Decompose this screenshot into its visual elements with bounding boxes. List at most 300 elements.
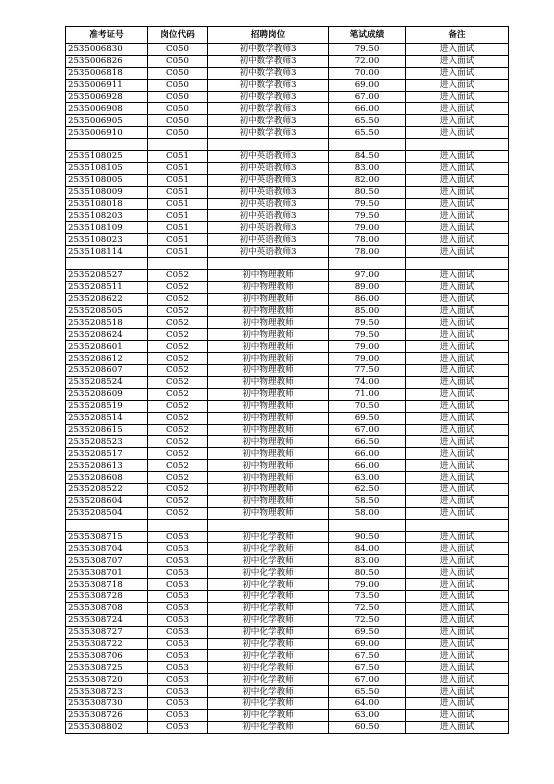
position-code-cell: C053 [148, 709, 208, 721]
exam-number-cell: 2535308727 [66, 626, 148, 638]
position-cell: 初中化学教师 [208, 579, 329, 591]
score-cell: 69.00 [329, 79, 406, 91]
position-code-cell: C051 [148, 174, 208, 186]
exam-number-cell: 2535006905 [66, 115, 148, 127]
exam-number-cell: 2535208517 [66, 448, 148, 460]
position-code-cell: C052 [148, 317, 208, 329]
note-cell: 进入面试 [406, 222, 509, 234]
position-code-cell: C053 [148, 674, 208, 686]
position-code-cell: C052 [148, 365, 208, 377]
table-row [66, 555, 509, 567]
exam-number-cell: 2535308701 [66, 567, 148, 579]
score-cell: 69.00 [329, 638, 406, 650]
empty-cell [66, 139, 148, 151]
note-cell: 进入面试 [406, 376, 509, 388]
table-row [66, 246, 509, 258]
table-row [66, 198, 509, 210]
empty-cell [208, 258, 329, 270]
position-cell: 初中数学教师3 [208, 44, 329, 56]
score-cell: 97.00 [329, 269, 406, 281]
empty-cell [66, 519, 148, 531]
header-note: 备注 [406, 27, 509, 44]
position-cell: 初中数学教师3 [208, 127, 329, 139]
position-cell: 初中物理教师 [208, 400, 329, 412]
table-row [66, 388, 509, 400]
position-code-cell: C053 [148, 602, 208, 614]
position-cell: 初中化学教师 [208, 650, 329, 662]
exam-number-cell: 2535108023 [66, 234, 148, 246]
position-code-cell: C053 [148, 531, 208, 543]
note-cell: 进入面试 [406, 67, 509, 79]
note-cell: 进入面试 [406, 317, 509, 329]
exam-number-cell: 2535308720 [66, 674, 148, 686]
exam-number-cell: 2535108005 [66, 174, 148, 186]
note-cell: 进入面试 [406, 198, 509, 210]
exam-number-cell: 2535308708 [66, 602, 148, 614]
position-cell: 初中化学教师 [208, 626, 329, 638]
position-code-cell: C053 [148, 650, 208, 662]
position-code-cell: C053 [148, 543, 208, 555]
table-row [66, 602, 509, 614]
exam-number-cell: 2535308704 [66, 543, 148, 555]
position-cell: 初中英语教师3 [208, 246, 329, 258]
position-code-cell: C052 [148, 495, 208, 507]
position-code-cell: C051 [148, 151, 208, 163]
exam-number-cell: 2535308706 [66, 650, 148, 662]
exam-number-cell: 2535208523 [66, 436, 148, 448]
table-row [66, 376, 509, 388]
exam-number-cell: 2535308728 [66, 590, 148, 602]
exam-number-cell: 2535208609 [66, 388, 148, 400]
position-cell: 初中英语教师3 [208, 198, 329, 210]
note-cell: 进入面试 [406, 186, 509, 198]
position-cell: 初中化学教师 [208, 531, 329, 543]
table-row [66, 495, 509, 507]
position-code-cell: C053 [148, 614, 208, 626]
note-cell: 进入面试 [406, 507, 509, 519]
table-row [66, 638, 509, 650]
results-table [65, 26, 509, 734]
exam-number-cell: 2535208511 [66, 281, 148, 293]
exam-number-cell: 2535006818 [66, 67, 148, 79]
position-code-cell: C053 [148, 567, 208, 579]
empty-cell [66, 258, 148, 270]
score-cell: 72.50 [329, 614, 406, 626]
note-cell: 进入面试 [406, 614, 509, 626]
score-cell: 67.00 [329, 674, 406, 686]
position-code-cell: C051 [148, 246, 208, 258]
exam-number-cell: 2535006910 [66, 127, 148, 139]
position-cell: 初中物理教师 [208, 365, 329, 377]
empty-cell [329, 139, 406, 151]
table-row [66, 269, 509, 281]
position-cell: 初中英语教师3 [208, 174, 329, 186]
exam-number-cell: 2535006911 [66, 79, 148, 91]
exam-number-cell: 2535108018 [66, 198, 148, 210]
table-row [66, 234, 509, 246]
position-code-cell: C050 [148, 44, 208, 56]
table-row [66, 293, 509, 305]
table-row [66, 67, 509, 79]
table-row [66, 650, 509, 662]
note-cell: 进入面试 [406, 531, 509, 543]
exam-number-cell: 2535208527 [66, 269, 148, 281]
note-cell: 进入面试 [406, 697, 509, 709]
exam-number-cell: 2535208505 [66, 305, 148, 317]
empty-cell [208, 139, 329, 151]
spacer-row [66, 139, 509, 151]
table-row [66, 436, 509, 448]
position-code-cell: C052 [148, 400, 208, 412]
note-cell: 进入面试 [406, 472, 509, 484]
note-cell: 进入面试 [406, 305, 509, 317]
position-cell: 初中物理教师 [208, 460, 329, 472]
table-row [66, 709, 509, 721]
note-cell: 进入面试 [406, 602, 509, 614]
table-row [66, 162, 509, 174]
score-cell: 65.50 [329, 686, 406, 698]
position-cell: 初中物理教师 [208, 483, 329, 495]
note-cell: 进入面试 [406, 234, 509, 246]
position-code-cell: C051 [148, 162, 208, 174]
exam-number-cell: 2535006830 [66, 44, 148, 56]
table-row [66, 400, 509, 412]
table-row [66, 329, 509, 341]
score-cell: 84.50 [329, 151, 406, 163]
note-cell: 进入面试 [406, 483, 509, 495]
score-cell: 78.00 [329, 246, 406, 258]
position-code-cell: C051 [148, 234, 208, 246]
position-code-cell: C050 [148, 79, 208, 91]
table-row [66, 44, 509, 56]
position-cell: 初中化学教师 [208, 543, 329, 555]
empty-cell [148, 519, 208, 531]
table-row [66, 115, 509, 127]
note-cell: 进入面试 [406, 103, 509, 115]
position-cell: 初中物理教师 [208, 495, 329, 507]
note-cell: 进入面试 [406, 91, 509, 103]
table-row [66, 281, 509, 293]
position-code-cell: C053 [148, 555, 208, 567]
table-row [66, 353, 509, 365]
table-row [66, 174, 509, 186]
exam-number-cell: 2535208601 [66, 341, 148, 353]
score-cell: 89.00 [329, 281, 406, 293]
exam-number-cell: 2535308718 [66, 579, 148, 591]
position-cell: 初中化学教师 [208, 555, 329, 567]
score-cell: 74.00 [329, 376, 406, 388]
position-code-cell: C051 [148, 210, 208, 222]
position-cell: 初中物理教师 [208, 341, 329, 353]
score-cell: 83.00 [329, 555, 406, 567]
position-cell: 初中数学教师3 [208, 115, 329, 127]
table-row [66, 317, 509, 329]
position-code-cell: C052 [148, 483, 208, 495]
exam-number-cell: 2535308723 [66, 686, 148, 698]
table-row [66, 127, 509, 139]
position-cell: 初中化学教师 [208, 567, 329, 579]
position-code-cell: C051 [148, 198, 208, 210]
exam-number-cell: 2535208522 [66, 483, 148, 495]
position-code-cell: C053 [148, 579, 208, 591]
exam-number-cell: 2535006908 [66, 103, 148, 115]
position-cell: 初中数学教师3 [208, 103, 329, 115]
note-cell: 进入面试 [406, 115, 509, 127]
score-cell: 73.50 [329, 590, 406, 602]
exam-number-cell: 2535208604 [66, 495, 148, 507]
position-code-cell: C052 [148, 436, 208, 448]
position-cell: 初中物理教师 [208, 507, 329, 519]
note-cell: 进入面试 [406, 579, 509, 591]
position-cell: 初中数学教师3 [208, 91, 329, 103]
note-cell: 进入面试 [406, 341, 509, 353]
position-cell: 初中数学教师3 [208, 67, 329, 79]
position-cell: 初中物理教师 [208, 412, 329, 424]
score-cell: 78.00 [329, 234, 406, 246]
header-exam-number: 准考证号 [66, 27, 148, 44]
table-row [66, 531, 509, 543]
score-cell: 79.50 [329, 210, 406, 222]
position-cell: 初中物理教师 [208, 376, 329, 388]
score-cell: 66.00 [329, 460, 406, 472]
exam-number-cell: 2535108114 [66, 246, 148, 258]
table-row [66, 543, 509, 555]
score-cell: 65.50 [329, 115, 406, 127]
note-cell: 进入面试 [406, 721, 509, 733]
position-cell: 初中物理教师 [208, 353, 329, 365]
score-cell: 69.50 [329, 412, 406, 424]
note-cell: 进入面试 [406, 638, 509, 650]
exam-number-cell: 2535208615 [66, 424, 148, 436]
table-row [66, 674, 509, 686]
score-cell: 90.50 [329, 531, 406, 543]
position-cell: 初中物理教师 [208, 293, 329, 305]
score-cell: 63.00 [329, 472, 406, 484]
header-score: 笔试成绩 [329, 27, 406, 44]
note-cell: 进入面试 [406, 353, 509, 365]
note-cell: 进入面试 [406, 55, 509, 67]
position-code-cell: C050 [148, 115, 208, 127]
empty-cell [406, 139, 509, 151]
position-code-cell: C052 [148, 305, 208, 317]
score-cell: 67.50 [329, 662, 406, 674]
table-row [66, 686, 509, 698]
position-code-cell: C052 [148, 472, 208, 484]
score-cell: 67.00 [329, 424, 406, 436]
position-code-cell: C052 [148, 281, 208, 293]
score-cell: 63.00 [329, 709, 406, 721]
score-cell: 72.00 [329, 55, 406, 67]
exam-number-cell: 2535308802 [66, 721, 148, 733]
spacer-row [66, 519, 509, 531]
position-cell: 初中英语教师3 [208, 186, 329, 198]
table-row [66, 79, 509, 91]
position-code-cell: C052 [148, 341, 208, 353]
table-row [66, 567, 509, 579]
empty-cell [329, 258, 406, 270]
position-cell: 初中英语教师3 [208, 210, 329, 222]
header-position-code: 岗位代码 [148, 27, 208, 44]
note-cell: 进入面试 [406, 365, 509, 377]
exam-number-cell: 2535108025 [66, 151, 148, 163]
note-cell: 进入面试 [406, 436, 509, 448]
position-code-cell: C050 [148, 91, 208, 103]
position-cell: 初中化学教师 [208, 614, 329, 626]
position-code-cell: C050 [148, 103, 208, 115]
position-cell: 初中化学教师 [208, 638, 329, 650]
score-cell: 60.50 [329, 721, 406, 733]
note-cell: 进入面试 [406, 650, 509, 662]
exam-number-cell: 2535208607 [66, 365, 148, 377]
position-cell: 初中化学教师 [208, 709, 329, 721]
table-row [66, 626, 509, 638]
position-code-cell: C053 [148, 697, 208, 709]
position-code-cell: C053 [148, 662, 208, 674]
empty-cell [406, 258, 509, 270]
position-cell: 初中物理教师 [208, 305, 329, 317]
table-row [66, 579, 509, 591]
position-cell: 初中物理教师 [208, 317, 329, 329]
table-row [66, 483, 509, 495]
position-cell: 初中数学教师3 [208, 55, 329, 67]
score-cell: 66.00 [329, 103, 406, 115]
position-cell: 初中化学教师 [208, 721, 329, 733]
score-cell: 79.50 [329, 317, 406, 329]
score-cell: 84.00 [329, 543, 406, 555]
score-cell: 70.50 [329, 400, 406, 412]
exam-number-cell: 2535006826 [66, 55, 148, 67]
note-cell: 进入面试 [406, 709, 509, 721]
spacer-row [66, 258, 509, 270]
note-cell: 进入面试 [406, 281, 509, 293]
score-cell: 72.50 [329, 602, 406, 614]
position-code-cell: C052 [148, 448, 208, 460]
exam-number-cell: 2535108105 [66, 162, 148, 174]
position-cell: 初中化学教师 [208, 697, 329, 709]
note-cell: 进入面试 [406, 44, 509, 56]
exam-number-cell: 2535308726 [66, 709, 148, 721]
exam-number-cell: 2535308725 [66, 662, 148, 674]
note-cell: 进入面试 [406, 567, 509, 579]
table-row [66, 210, 509, 222]
empty-cell [329, 519, 406, 531]
position-cell: 初中化学教师 [208, 662, 329, 674]
table-row [66, 424, 509, 436]
score-cell: 58.00 [329, 507, 406, 519]
table-row [66, 697, 509, 709]
table-row [66, 614, 509, 626]
score-cell: 66.00 [329, 448, 406, 460]
table-row [66, 341, 509, 353]
position-cell: 初中英语教师3 [208, 151, 329, 163]
note-cell: 进入面试 [406, 590, 509, 602]
note-cell: 进入面试 [406, 460, 509, 472]
header-row [66, 27, 509, 44]
exam-number-cell: 2535208613 [66, 460, 148, 472]
position-code-cell: C053 [148, 638, 208, 650]
score-cell: 80.50 [329, 567, 406, 579]
exam-number-cell: 2535108009 [66, 186, 148, 198]
score-cell: 79.50 [329, 44, 406, 56]
table-row [66, 222, 509, 234]
empty-cell [406, 519, 509, 531]
position-cell: 初中物理教师 [208, 388, 329, 400]
score-cell: 58.50 [329, 495, 406, 507]
score-cell: 79.00 [329, 341, 406, 353]
exam-number-cell: 2535208514 [66, 412, 148, 424]
note-cell: 进入面试 [406, 388, 509, 400]
position-cell: 初中物理教师 [208, 281, 329, 293]
position-code-cell: C053 [148, 686, 208, 698]
score-cell: 62.50 [329, 483, 406, 495]
header-position: 招聘岗位 [208, 27, 329, 44]
position-cell: 初中数学教师3 [208, 79, 329, 91]
score-cell: 70.00 [329, 67, 406, 79]
exam-number-cell: 2535308707 [66, 555, 148, 567]
position-code-cell: C052 [148, 460, 208, 472]
note-cell: 进入面试 [406, 424, 509, 436]
note-cell: 进入面试 [406, 210, 509, 222]
score-cell: 86.00 [329, 293, 406, 305]
exam-number-cell: 2535308715 [66, 531, 148, 543]
exam-number-cell: 2535006928 [66, 91, 148, 103]
table-row [66, 55, 509, 67]
score-cell: 77.50 [329, 365, 406, 377]
exam-number-cell: 2535208612 [66, 353, 148, 365]
position-code-cell: C051 [148, 186, 208, 198]
position-code-cell: C052 [148, 293, 208, 305]
note-cell: 进入面试 [406, 151, 509, 163]
note-cell: 进入面试 [406, 543, 509, 555]
position-code-cell: C052 [148, 388, 208, 400]
position-code-cell: C050 [148, 55, 208, 67]
exam-number-cell: 2535108203 [66, 210, 148, 222]
position-cell: 初中物理教师 [208, 329, 329, 341]
position-code-cell: C053 [148, 590, 208, 602]
note-cell: 进入面试 [406, 448, 509, 460]
exam-number-cell: 2535208624 [66, 329, 148, 341]
position-cell: 初中化学教师 [208, 602, 329, 614]
score-cell: 85.00 [329, 305, 406, 317]
note-cell: 进入面试 [406, 329, 509, 341]
note-cell: 进入面试 [406, 127, 509, 139]
note-cell: 进入面试 [406, 246, 509, 258]
note-cell: 进入面试 [406, 555, 509, 567]
table-row [66, 472, 509, 484]
position-code-cell: C052 [148, 269, 208, 281]
score-cell: 64.00 [329, 697, 406, 709]
table-row [66, 412, 509, 424]
exam-number-cell: 2535208504 [66, 507, 148, 519]
exam-number-cell: 2535308722 [66, 638, 148, 650]
exam-number-cell: 2535208622 [66, 293, 148, 305]
table-row [66, 151, 509, 163]
position-code-cell: C052 [148, 329, 208, 341]
note-cell: 进入面试 [406, 626, 509, 638]
position-cell: 初中化学教师 [208, 590, 329, 602]
position-cell: 初中物理教师 [208, 436, 329, 448]
exam-number-cell: 2535108109 [66, 222, 148, 234]
table-row [66, 305, 509, 317]
score-cell: 79.00 [329, 222, 406, 234]
position-cell: 初中英语教师3 [208, 162, 329, 174]
position-code-cell: C052 [148, 424, 208, 436]
note-cell: 进入面试 [406, 400, 509, 412]
note-cell: 进入面试 [406, 495, 509, 507]
score-cell: 83.00 [329, 162, 406, 174]
table-row [66, 460, 509, 472]
exam-number-cell: 2535208518 [66, 317, 148, 329]
